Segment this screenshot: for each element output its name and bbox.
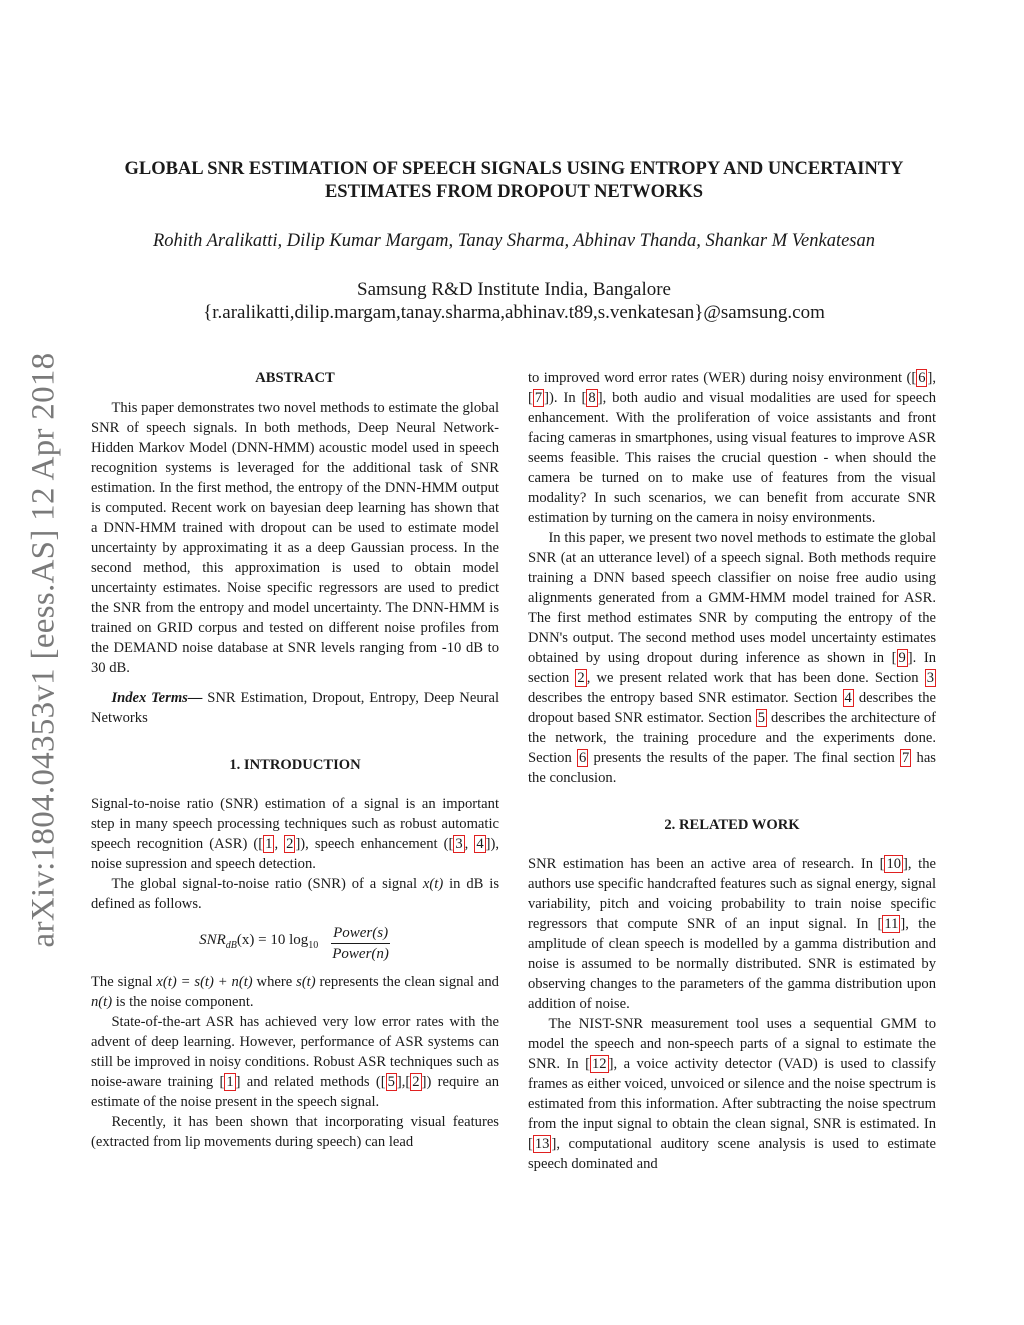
right-paragraph-1: to improved word error rates (WER) during noisy environment ([ 6 ],[ 7 ]). In [ 8 ], both audio and visual modalities are used for speech enhancement. With the proliferation of voice assistants and front facing cameras in smartphones, using visual features to improve ASR seems feasible. This raises the crucial question - when should the camera be turned on to make use of features from the visual modality? In such scenarios, we can benefit from accurate SNR estimation by turning on the camera in noisy environments.	[528, 370, 936, 526]
citation-link[interactable]: 3	[455, 836, 463, 852]
intro-paragraph-4: State-of-the-art ASR has achieved very low error rates with the advent of deep learning. However, performance of ASR systems can still be improved in noisy conditions. Robust ASR techniques such as noise-aware training [ 1 ] and related methods ([ 5 ],[ 2 ]) require an estimate of the noise present in the speech signal.	[91, 1014, 499, 1110]
citation-link[interactable]: 1	[226, 1074, 234, 1090]
intro-paragraph-3: The signal x(t) = s(t) + n(t) where s(t) represents the clean signal and n(t) is the noise component.	[91, 974, 499, 1010]
index-terms	[91, 688, 499, 728]
equation-numerator: Power(s)	[331, 923, 390, 944]
section-link[interactable]: 4	[844, 690, 852, 706]
citation-link[interactable]: 6	[918, 370, 926, 386]
intro-paragraph-5: Recently, it has been shown that incorporating visual features (extracted from lip movements during speech) can lead	[91, 1114, 499, 1150]
left-column	[91, 368, 499, 1152]
intro-paragraph-2: The global signal-to-noise ratio (SNR) of a signal x(t) in dB is defined as follows.	[91, 876, 500, 912]
index-terms-label: Index Terms—	[111, 690, 203, 706]
related-work-heading: 2. RELATED WORK	[664, 817, 800, 833]
index-terms-text: SNR Estimation, Dropout, Entropy, Deep Neural Networks	[91, 690, 500, 726]
citation-link[interactable]: 1	[265, 836, 273, 852]
right-paragraph-2: In this paper, we present two novel methods to estimate the global SNR (at an utterance level) of a speech signal. Both methods require training a DNN based speech classifier on noise free audio using alignments generated from a GMM-HMM model trained for ASR. The first method estimates SNR by computing the entropy of the DNN's output. The second method uses model uncertainty estimates obtained by using dropout during inference as shown in [ 9 ]. In section 2 , we present related work that has been done. Section 3 describes the entropy based SNR estimator. Section 4 describes the dropout based SNR estimator. Section 5 describes the architecture of the network, the training procedure and the experiments done. Section 6 presents the results of the paper. The final section 7 has the conclusion.	[528, 530, 936, 786]
section-link[interactable]: 3	[926, 670, 934, 686]
citation-link[interactable]: 8	[588, 390, 596, 406]
intro-paragraph-1: Signal-to-noise ratio (SNR) estimation of a signal is an important step in many speech processing techniques such as robust automatic speech recognition (ASR) ([ 1 , 2 ]), speech enhancement ([ 3 , 4 ]), noise supression and speech detection.	[91, 796, 500, 872]
section-link[interactable]: 6	[579, 750, 587, 766]
citation-link[interactable]: 5	[387, 1074, 395, 1090]
math-inline: x(t)	[422, 876, 444, 892]
section-link[interactable]: 2	[577, 670, 585, 686]
citation-link[interactable]: 2	[286, 836, 294, 852]
email-list: {r.aralikatti,dilip.margam,tanay.sharma,abhinav.t89,s.venkatesan}@samsung.com	[203, 302, 825, 323]
paper-title: GLOBAL SNR ESTIMATION OF SPEECH SIGNALS USING ENTROPY AND UNCERTAINTY ESTIMATES FROM DROPOUT NETWORKS	[124, 159, 904, 202]
abstract-body: This paper demonstrates two novel methods to estimate the global SNR of speech signals. In both methods, Deep Neural Network-Hidden Markov Model (DNN-HMM) acoustic model used in speech recognition systems is leveraged for the additional task of SNR estimation. In the first method, the entropy of the DNN-HMM output is computed. Recent work on bayesian deep learning has shown that a DNN-HMM trained with dropout can be used to estimate model uncertainty by approximating it as a deep Gaussian process. In the second method, this approximation is used to obtain model uncertainty estimates. Noise specific regressors are used to predict the SNR from the entropy and model uncertainty. The DNN-HMM is trained on GRID corpus and tested on different noise profiles from the DEMAND noise database at SNR levels ranging from -10 dB to 30 dB.	[91, 400, 499, 676]
citation-link[interactable]: 12	[592, 1056, 607, 1072]
citation-link[interactable]: 7	[534, 390, 543, 406]
arxiv-identifier: arXiv:1804.04353v1 [eess.AS] 12 Apr 2018	[25, 352, 62, 948]
abstract-heading: ABSTRACT	[255, 370, 335, 386]
equation-denominator: Power(n)	[332, 945, 389, 962]
related-paragraph-1: SNR estimation has been an active area of research. In [ 10 ], the authors use specific handcrafted features such as signal energy, signal variability, pitch and voicing probability to train noise specific regressors that compute SNR of an input signal. In [ 11 ], the amplitude of clean speech is modelled by a gamma distribution and noise is assumed to be normally distributed. SNR is estimated by observing changes to the parameters of the gamma distribution upon addition of noise.	[528, 856, 936, 1012]
author-list: Rohith Aralikatti, Dilip Kumar Margam, Tanay Sharma, Abhinav Thanda, Shankar M Venkatesan	[152, 231, 875, 251]
snr-equation	[91, 914, 499, 972]
section-link[interactable]: 5	[757, 710, 766, 726]
right-column	[528, 368, 936, 1174]
equation-lhs: $SNR_{dB}(x) = 10$ $\log_{10}$	[199, 932, 319, 951]
citation-link[interactable]: 4	[476, 836, 484, 852]
citation-link[interactable]: 10	[886, 856, 902, 872]
equation-fraction	[330, 923, 391, 964]
citation-link[interactable]: 2	[412, 1074, 420, 1090]
intro-heading: 1. INTRODUCTION	[229, 757, 361, 773]
institution: Samsung R&D Institute India, Bangalore	[357, 279, 671, 300]
citation-link[interactable]: 9	[898, 650, 906, 666]
affiliation-block	[80, 278, 948, 324]
related-paragraph-2: The NIST-SNR measurement tool uses a sequential GMM to model the speech and non-speech parts of a signal to estimate the SNR. In [ 12 ], a voice activity detector (VAD) is used to classify frames as either voiced, unvoiced or silence and the noise spectrum is estimated from this information. After subtracting the noise spectrum from the input signal to obtain the clean signal, SNR is estimated. In [ 13 ], computational auditory scene analysis is used to estimate speech dominated and	[528, 1016, 937, 1172]
citation-link[interactable]: 11	[884, 916, 899, 932]
citation-link[interactable]: 13	[534, 1136, 550, 1152]
arxiv-sidebar	[14, 345, 74, 955]
section-link[interactable]: 7	[902, 750, 910, 766]
